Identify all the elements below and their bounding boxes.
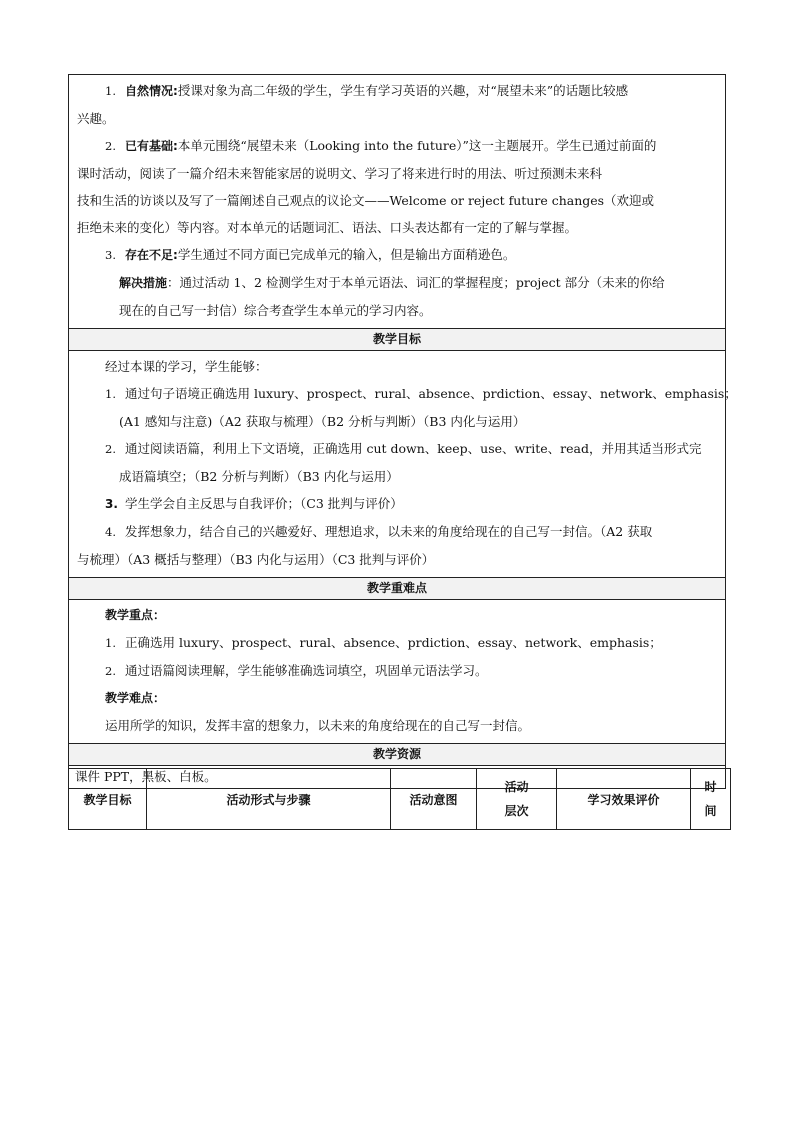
objective-2-line-2: 成语篇填空；（B2 分析与判断）（B3 内化与运用） [119, 469, 399, 484]
resources-heading: 教学资源 [69, 744, 725, 766]
solution-line-2: 现在的自己写一封信）综合考查学生本单元的学习内容。 [119, 303, 432, 318]
key-item-2 [77, 657, 717, 685]
activity-table-header [68, 768, 731, 830]
key-item-text: 正确选用 luxury、prospect、rural、absence、prdiction、essay、network、emphasis； [125, 635, 662, 650]
resources-text: 课件 PPT，黑板、白板。 [75, 769, 217, 784]
situation-2-line-4: 拒绝未来的变化）等内容。对本单元的话题词汇、语法、口头表达都有一定的了解与掌握。 [77, 220, 578, 235]
situation-title: 自然情况: [125, 84, 178, 98]
difficult-label: 教学难点： [105, 691, 166, 705]
header-evaluation: 学习效果评价 [557, 769, 691, 830]
item-number: 2. [105, 442, 116, 456]
key-label: 教学重点： [105, 608, 166, 622]
header-level [477, 769, 557, 830]
situation-3-line-1 [77, 241, 717, 269]
situation-text: 学生通过不同方面已完成单元的输入，但是输出方面稍逊色。 [177, 247, 516, 262]
situation-2-line-2: 课时活动，阅读了一篇介绍未来智能家居的说明文、学习了将来进行时的用法、听过预测未来科 [77, 166, 603, 181]
solution-line-1 [77, 269, 717, 297]
objective-3-line-1 [77, 490, 717, 518]
objective-1-line-1 [77, 380, 737, 408]
header-time-line-1: 时 [704, 780, 717, 794]
objective-4-line-1 [77, 518, 717, 546]
objective-text: 学生学会自主反思与自我评价；（C3 批判与评价） [125, 496, 403, 511]
table-header-row [69, 769, 731, 830]
situation-2-line-3: 技和生活的访谈以及写了一篇阐述自己观点的议论文——Welcome or reject future changes（欢迎或 [77, 193, 655, 208]
header-time-line-2: 间 [704, 804, 717, 818]
learner-analysis [69, 75, 725, 329]
header-goal: 教学目标 [69, 769, 147, 830]
situation-1-line-2: 兴趣。 [77, 111, 115, 126]
objectives-section [69, 351, 737, 578]
situation-title: 已有基础: [125, 139, 178, 153]
item-number: 1. [105, 387, 116, 401]
objective-4-line-2: 与梳理）（A3 概括与整理）（B3 内化与运用）（C3 批判与评价） [77, 552, 435, 567]
key-points-section [69, 600, 725, 744]
objective-text: 通过句子语境正确选用 luxury、prospect、rural、absence、prdiction、essay、network、emphasis； [125, 386, 737, 401]
header-intent: 活动意图 [391, 769, 477, 830]
key-item-1 [77, 629, 717, 657]
objectives-intro: 经过本课的学习，学生能够： [105, 359, 268, 374]
objective-text: 发挥想象力，结合自己的兴趣爱好、理想追求，以未来的角度给现在的自己写一封信。（A2 获取 [125, 524, 653, 539]
situation-title: 存在不足: [125, 248, 178, 262]
item-number: 3. [105, 248, 116, 262]
key-points-heading: 教学重难点 [69, 578, 725, 600]
key-item-text: 通过语篇阅读理解，学生能够准确选词填空，巩固单元语法学习。 [125, 663, 488, 678]
objective-text: 通过阅读语篇，利用上下文语境，正确选用 cut down、keep、use、write、read，并用其适当形式完 [125, 441, 702, 456]
situation-1-line-1 [77, 77, 717, 105]
situation-text: 授课对象为高二年级的学生，学生有学习英语的兴趣，对“展望未来”的话题比较感 [177, 83, 629, 98]
solution-title: 解决措施 [119, 276, 168, 290]
situation-2-line-1 [77, 132, 717, 160]
item-number: 1. [105, 84, 116, 98]
objective-1-line-2: (A1 感知与注意)（A2 获取与梳理）（B2 分析与判断）（B3 内化与运用） [119, 414, 526, 429]
item-number: 2. [105, 664, 116, 678]
objectives-heading: 教学目标 [69, 329, 725, 351]
solution-text: ：通过活动 1、2 检测学生对于本单元语法、词汇的掌握程度；project 部分（未来的你给 [167, 275, 665, 290]
situation-text: 本单元围绕“展望未来（Looking into the future）”这一主题展开。学生已通过前面的 [177, 138, 657, 153]
header-level-line-2: 层次 [504, 804, 529, 818]
header-time [691, 769, 731, 830]
header-activity: 活动形式与步骤 [147, 769, 391, 830]
difficult-text: 运用所学的知识，发挥丰富的想象力，以未来的角度给现在的自己写一封信。 [105, 718, 531, 733]
item-number: 3. [105, 497, 118, 511]
objective-2-line-1 [77, 435, 717, 463]
item-number: 2. [105, 139, 116, 153]
item-number: 1. [105, 636, 116, 650]
header-level-line-1: 活动 [504, 780, 529, 794]
item-number: 4. [105, 525, 116, 539]
lesson-plan-frame [68, 74, 737, 789]
